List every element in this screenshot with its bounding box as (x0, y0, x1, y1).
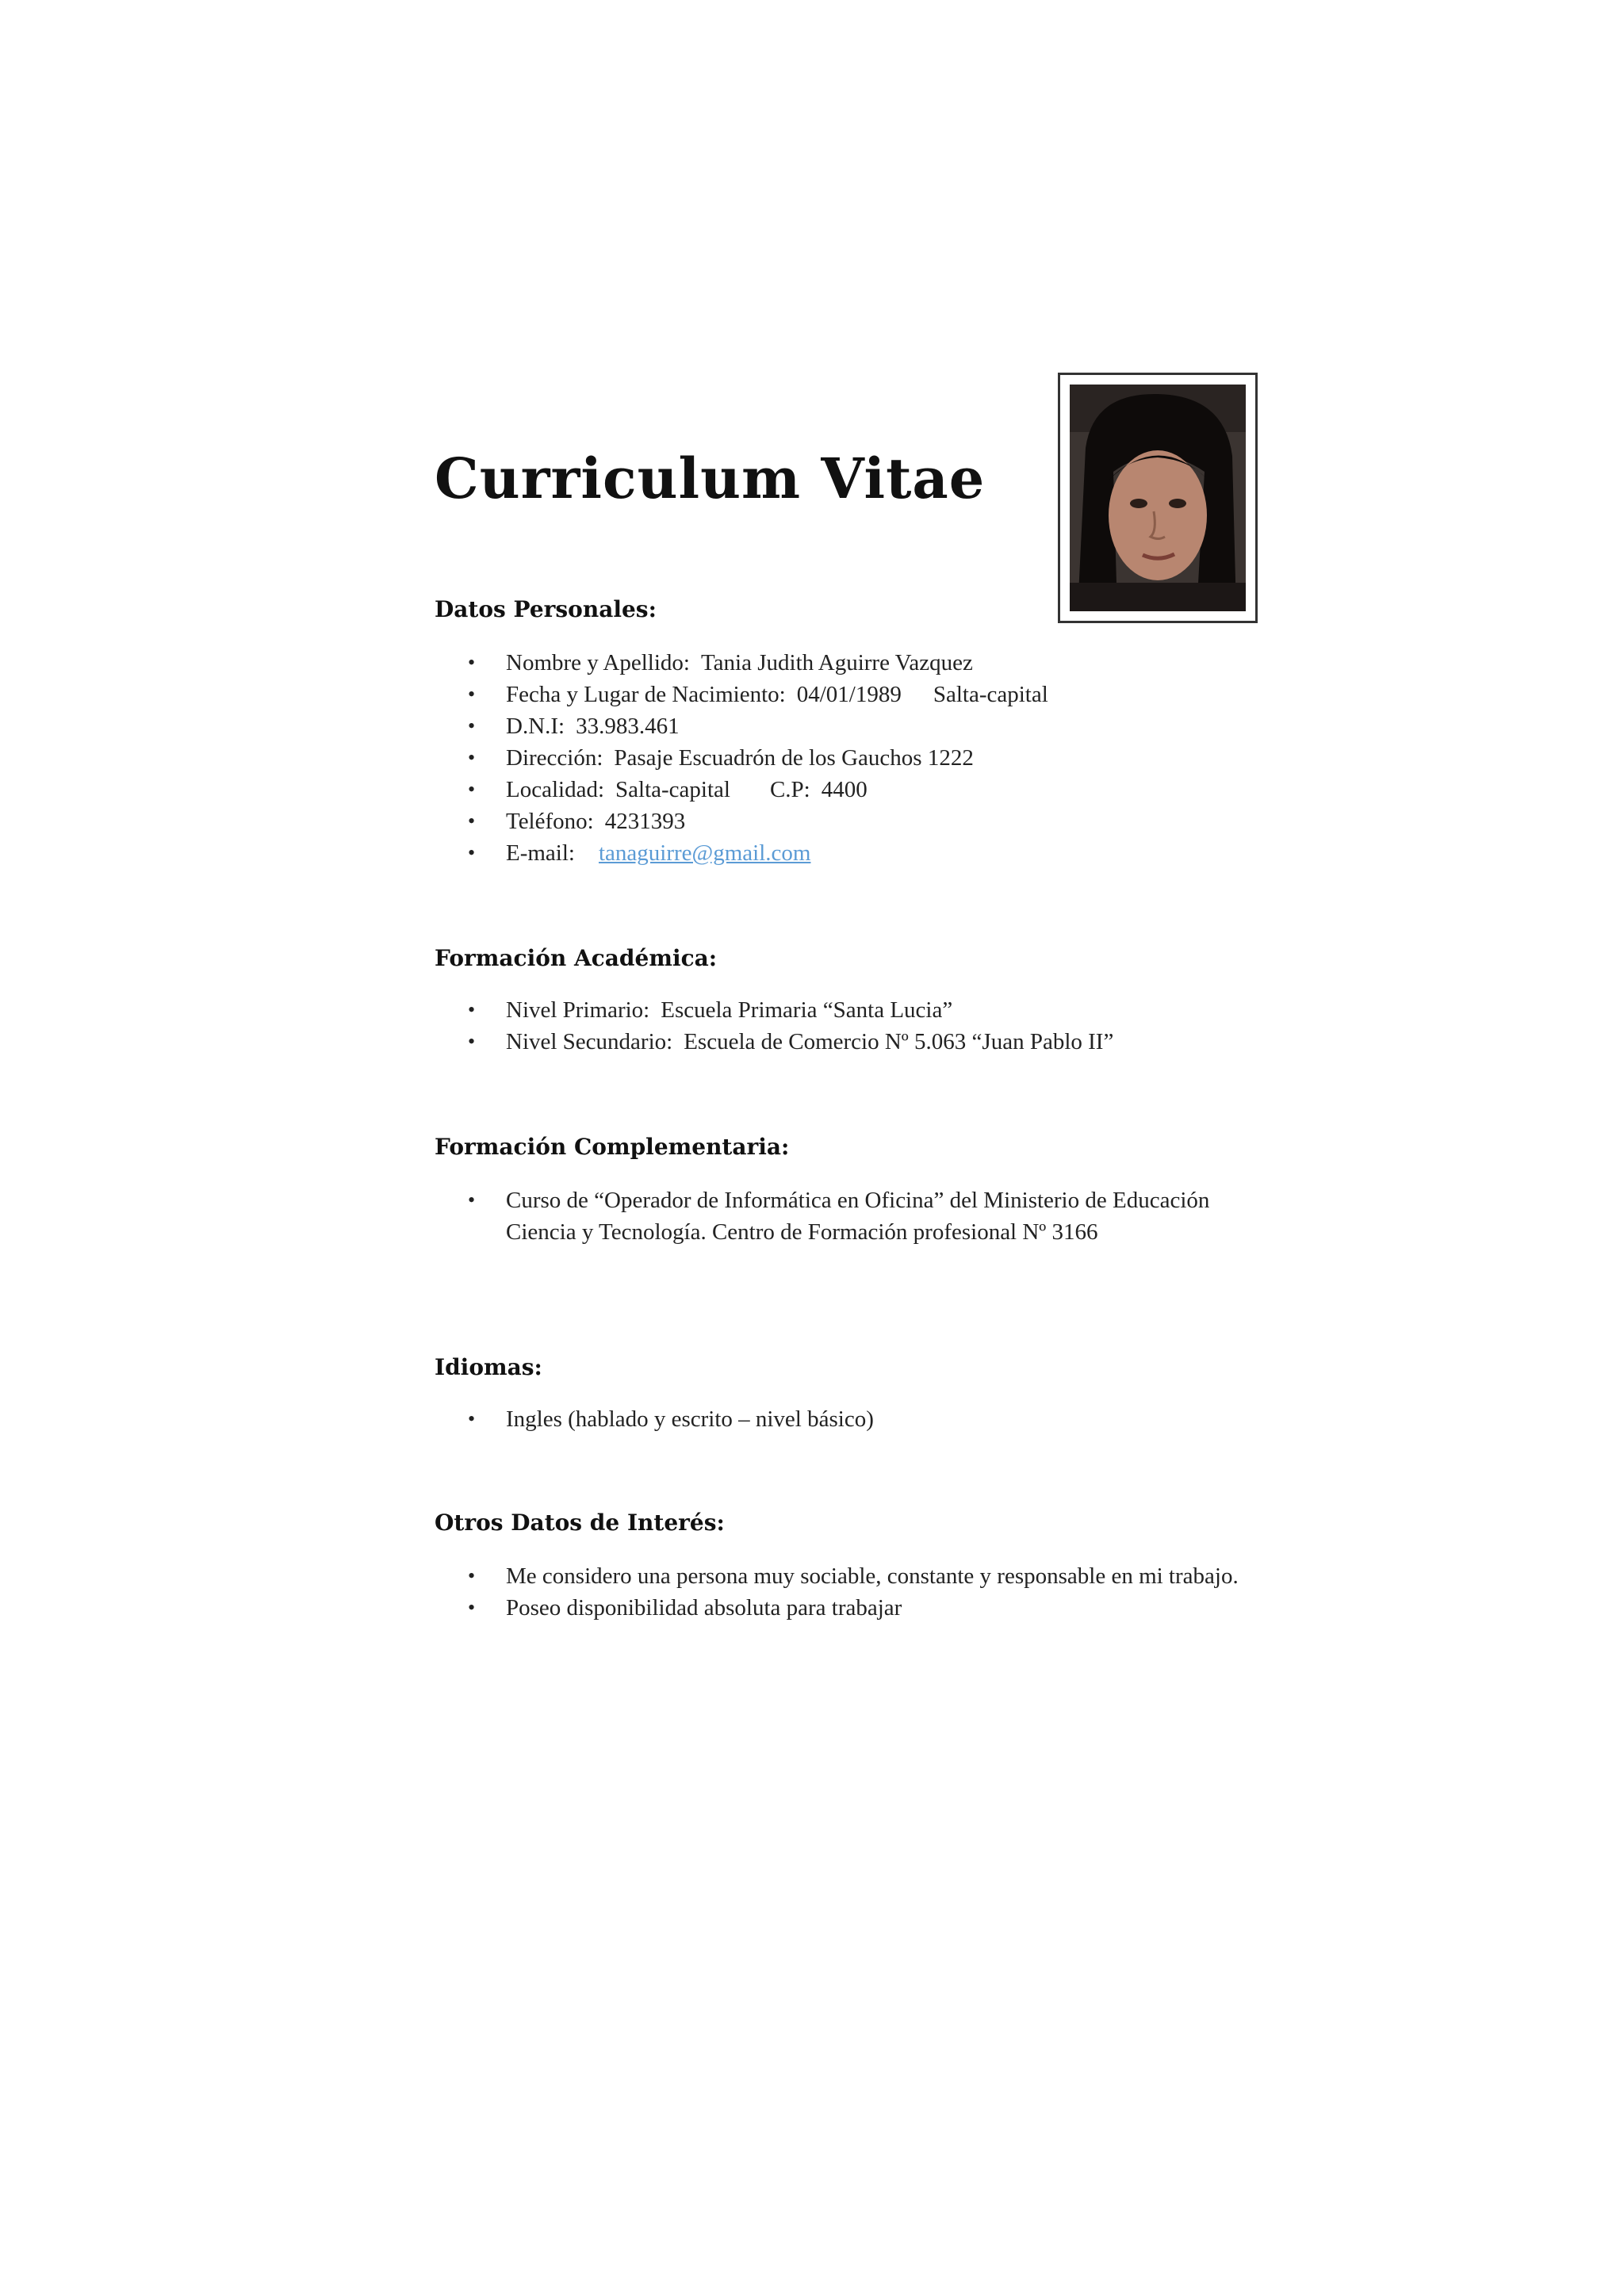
list-item: • Localidad: Salta-capital C.P: 4400 (468, 777, 868, 802)
list-item: • Fecha y Lugar de Nacimiento: 04/01/1989 Salta-capital (468, 682, 1048, 707)
email-link[interactable]: tanaguirre@gmail.com (598, 840, 811, 866)
languages-list (468, 1403, 1267, 1435)
list-item: • Nivel Primario: Escuela Primaria “Santa Lucia” (468, 997, 953, 1023)
profile-photo (1070, 385, 1246, 611)
list-item: • Ingles (hablado y escrito – nivel básico) (468, 1406, 874, 1432)
list-item: • Curso de “Operador de Informática en Oficina” del Ministerio de Educación Ciencia y Tecnología. Centro de Formación profesional Nº 3166 (468, 1188, 1210, 1245)
section-heading-personal: Datos Personales: (435, 596, 657, 622)
list-item: • Teléfono: 4231393 (468, 809, 686, 834)
personal-list (468, 647, 1267, 869)
section-heading-complementary: Formación Complementaria: (435, 1134, 790, 1160)
list-item: • Nombre y Apellido: Tania Judith Aguirre Vazquez (468, 650, 973, 675)
page-title: Curriculum Vitae (435, 446, 986, 511)
list-item: • Me considero una persona muy sociable, constante y responsable en mi trabajo. (468, 1563, 1239, 1589)
other-list (468, 1560, 1267, 1624)
complementary-list (468, 1184, 1220, 1248)
list-item: • Dirección: Pasaje Escuadrón de los Gauchos 1222 (468, 745, 974, 771)
profile-photo-frame (1058, 373, 1258, 623)
section-heading-academic: Formación Académica: (435, 945, 718, 971)
section-heading-other: Otros Datos de Interés: (435, 1510, 725, 1536)
section-heading-languages: Idiomas: (435, 1354, 542, 1380)
list-item: • D.N.I: 33.983.461 (468, 714, 680, 739)
academic-list (468, 994, 1267, 1058)
list-item: • Nivel Secundario: Escuela de Comercio Nº 5.063 “Juan Pablo II” (468, 1029, 1114, 1054)
list-item: • Poseo disponibilidad absoluta para trabajar (468, 1595, 902, 1621)
list-item: • E-mail: tanaguirre@gmail.com (468, 840, 811, 866)
